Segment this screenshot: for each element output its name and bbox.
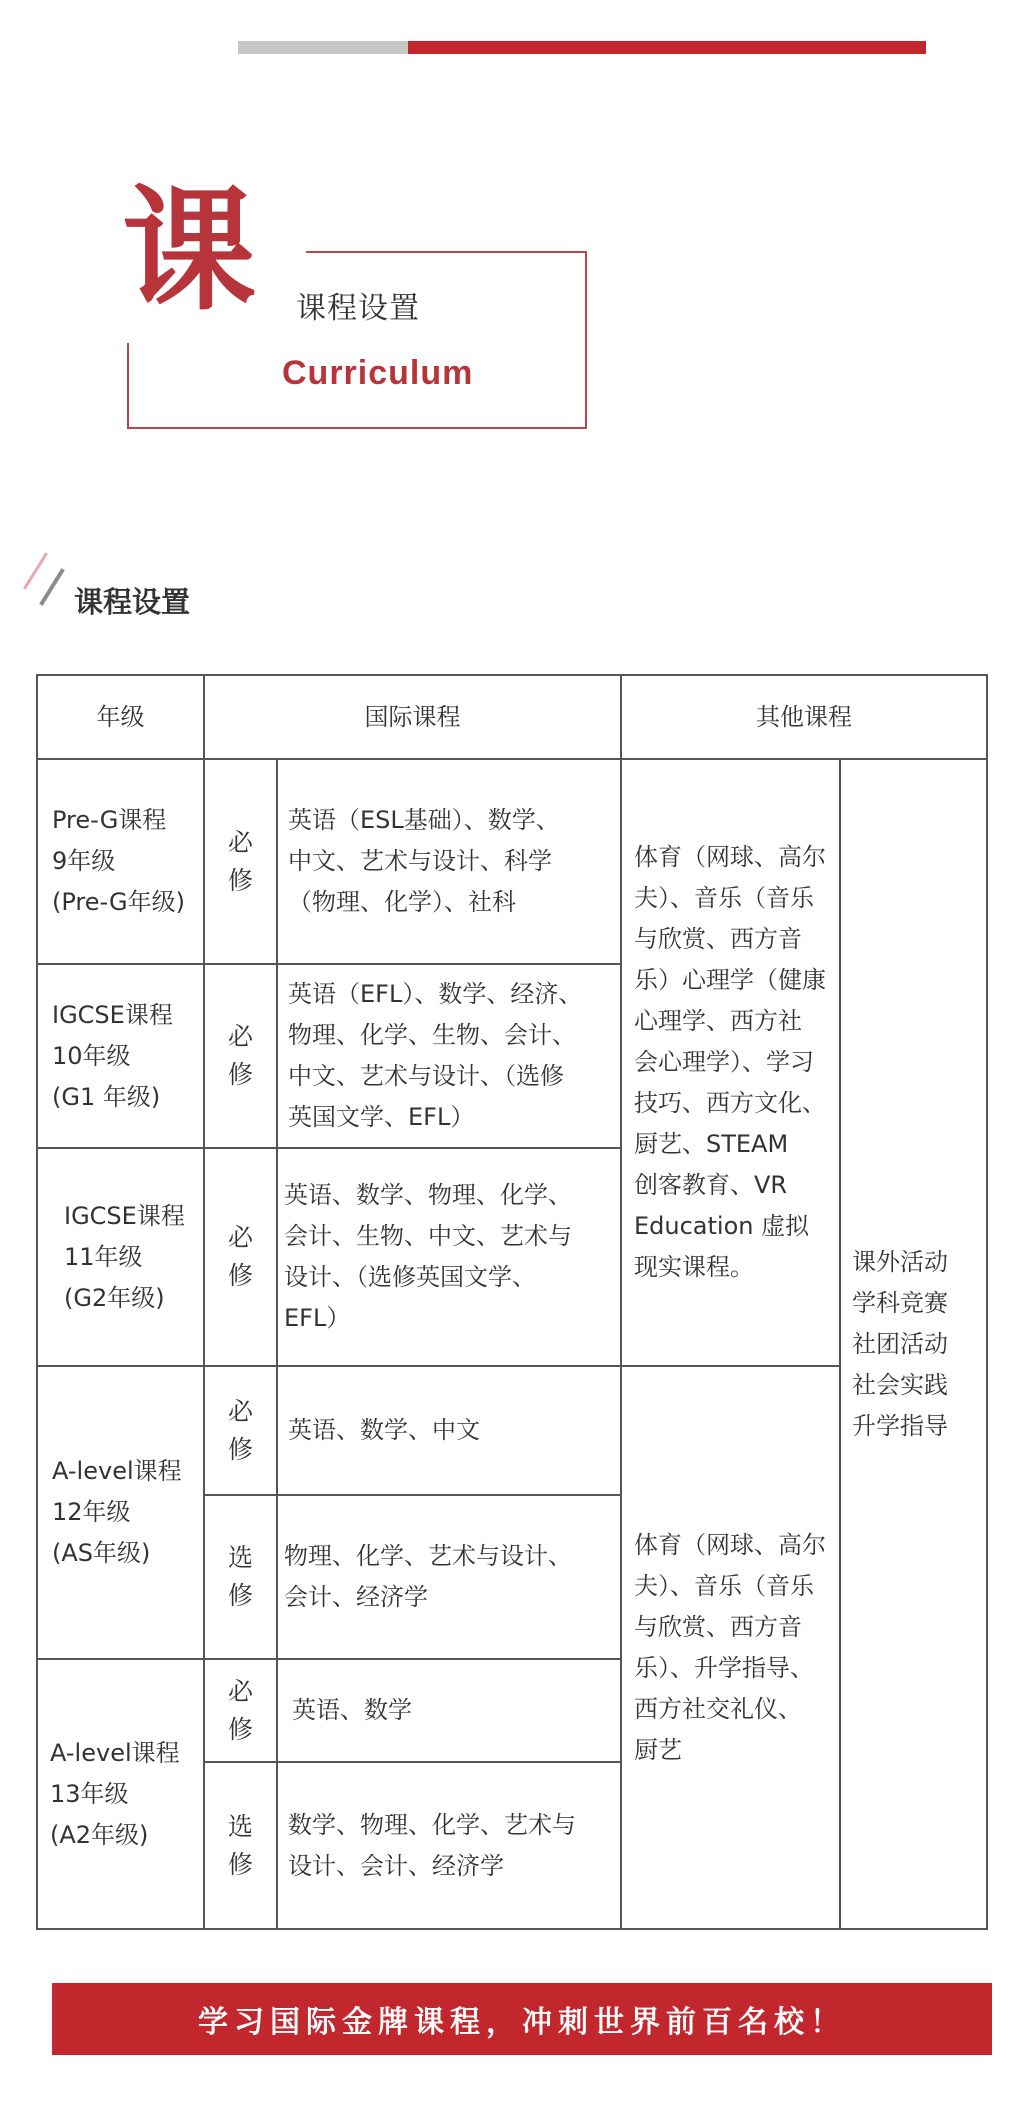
course-line: 设计、会计、经济学 (288, 1851, 504, 1880)
grade-line: 11年级 (64, 1242, 143, 1271)
type-char: 必 (227, 1022, 253, 1051)
course-line: 英语、数学、物理、化学、 (284, 1181, 572, 1209)
table-vline-other (620, 676, 622, 1928)
section-title: 课程设置 (74, 585, 191, 619)
header-big-character: 课 (122, 171, 257, 329)
type-char: 必 (227, 1396, 253, 1426)
grade-line: 12年级 (52, 1498, 131, 1526)
course-line: （物理、化学）、社科 (288, 888, 516, 916)
other-line: Education 虚拟 (634, 1212, 810, 1240)
grade-line: (AS年级) (52, 1539, 151, 1567)
other-line: 现实课程。 (634, 1253, 754, 1281)
course-line: 英国文学、EFL） (288, 1103, 475, 1131)
other-line: 乐）心理学（健康 (634, 966, 826, 994)
other-line: 厨艺 (634, 1735, 682, 1764)
grade-line: 13年级 (50, 1779, 129, 1808)
course-line: 英语、数学 (292, 1696, 412, 1724)
type-cell (205, 760, 276, 963)
course-cell (288, 760, 618, 963)
grade-cell (52, 760, 202, 963)
activity-line: 升学指导 (852, 1411, 948, 1440)
type-cell (205, 1149, 276, 1365)
course-line: 英语（ESL基础）、数学、 (288, 806, 560, 834)
activity-line: 学科竞赛 (852, 1288, 948, 1317)
header-frame-top (306, 251, 587, 253)
header-other: 其他课程 (756, 702, 852, 731)
grade-line: IGCSE课程 (64, 1201, 185, 1230)
top-bar-gray (238, 41, 408, 54)
other-line: 心理学、西方社 (634, 1007, 802, 1035)
grade-line: (G1 年级) (52, 1082, 161, 1111)
other-courses-top (634, 760, 834, 1365)
grade-line: A-level课程 (50, 1738, 180, 1767)
grade-line: (Pre-G年级) (52, 888, 186, 916)
course-line: 英语（EFL）、数学、经济、 (288, 980, 583, 1008)
course-line: 设计、（选修英国文学、 (284, 1263, 536, 1291)
other-line: 厨艺、STEAM (634, 1130, 789, 1158)
header-frame-bottom (127, 427, 587, 429)
course-line: 物理、化学、生物、会计、 (288, 1021, 576, 1049)
table-vline-type (276, 759, 278, 1928)
type-char: 修 (227, 1581, 253, 1610)
course-cell (288, 1763, 618, 1928)
course-line: 中文、艺术与设计、（选修 (288, 1062, 564, 1090)
type-char: 选 (227, 1811, 253, 1841)
other-line: 西方社交礼仪、 (634, 1694, 802, 1723)
activity-line: 社会实践 (852, 1370, 948, 1399)
course-cell (284, 1149, 618, 1365)
slash-decoration-gray (39, 568, 65, 606)
course-line: 会计、经济学 (284, 1583, 428, 1611)
header-title-en: Curriculum (282, 354, 474, 392)
other-line: 体育（网球、高尔 (634, 1530, 826, 1559)
activity-line: 社团活动 (852, 1329, 948, 1358)
activities-cell (852, 760, 984, 1928)
grade-cell (64, 1149, 202, 1365)
header-title-cn: 课程设置 (296, 291, 420, 326)
course-line: EFL） (284, 1304, 351, 1332)
type-char: 必 (227, 1223, 253, 1252)
header-frame-left (127, 343, 129, 429)
type-char: 修 (227, 1849, 253, 1879)
other-line: 创客教育、VR (634, 1171, 788, 1199)
other-courses-bottom (634, 1367, 834, 1928)
type-char: 必 (227, 1676, 253, 1706)
type-char: 修 (227, 1060, 253, 1089)
other-line: 与欣赏、西方音 (634, 1612, 802, 1641)
grade-cell (52, 1367, 202, 1658)
type-cell (205, 1660, 276, 1761)
other-line: 体育（网球、高尔 (634, 843, 826, 871)
course-cell (288, 1367, 618, 1494)
curriculum-table (36, 674, 988, 1930)
table-vline-activities (839, 759, 841, 1928)
other-line: 技巧、西方文化、 (634, 1089, 826, 1117)
type-char: 必 (227, 827, 253, 857)
other-line: 乐）、升学指导、 (634, 1653, 814, 1682)
type-char: 修 (227, 865, 253, 895)
top-bar-red (408, 41, 926, 54)
grade-line: 10年级 (52, 1041, 131, 1070)
grade-line: 9年级 (52, 847, 116, 875)
grade-cell (50, 1660, 202, 1928)
grade-line: A-level课程 (52, 1457, 182, 1485)
course-line: 中文、艺术与设计、科学 (288, 847, 552, 875)
type-cell (205, 1496, 276, 1658)
course-line: 数学、物理、化学、艺术与 (288, 1810, 576, 1839)
grade-cell (52, 965, 202, 1147)
slogan-text: 学习国际金牌课程，冲刺世界前百名校！ (198, 2005, 846, 2040)
type-char: 修 (227, 1261, 253, 1290)
grade-line: (A2年级) (50, 1820, 149, 1849)
slash-decoration-pink (23, 552, 48, 589)
header-intl: 国际课程 (364, 702, 461, 731)
type-char: 修 (227, 1714, 253, 1744)
grade-line: Pre-G课程 (52, 806, 167, 834)
other-line: 夫）、音乐（音乐 (634, 884, 814, 912)
header-frame-right (585, 251, 587, 429)
course-line: 英语、数学、中文 (288, 1416, 480, 1444)
type-cell (205, 1763, 276, 1928)
header-grade: 年级 (96, 702, 145, 731)
course-cell (292, 1660, 618, 1761)
course-cell (284, 1496, 618, 1658)
course-line: 物理、化学、艺术与设计、 (284, 1542, 572, 1570)
other-line: 夫）、音乐（音乐 (634, 1571, 814, 1600)
grade-line: (G2年级) (64, 1283, 165, 1312)
type-char: 修 (227, 1434, 253, 1464)
type-cell (205, 965, 276, 1147)
other-line: 与欣赏、西方音 (634, 925, 802, 953)
other-line: 会心理学）、学习 (634, 1048, 814, 1076)
course-line: 会计、生物、中文、艺术与 (284, 1222, 572, 1250)
slogan-banner (52, 1983, 992, 2055)
activity-line: 课外活动 (852, 1247, 948, 1276)
type-cell (205, 1367, 276, 1494)
course-cell (288, 965, 618, 1147)
type-char: 选 (227, 1543, 253, 1572)
grade-line: IGCSE课程 (52, 1000, 173, 1029)
